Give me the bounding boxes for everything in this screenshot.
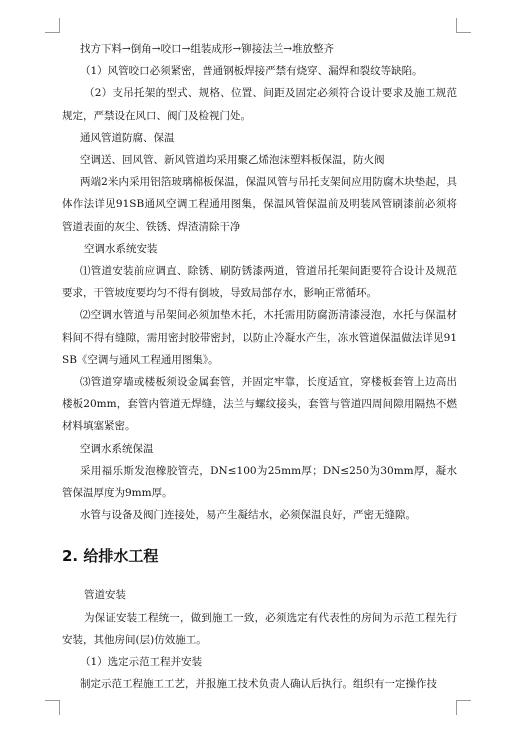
body-paragraph: 制定示范工程施工工艺，并报施工技术负责人确认后执行。组织有一定操作技 <box>80 678 437 691</box>
body-paragraph: （1）选定示范工程并安装 <box>80 656 203 669</box>
body-paragraph: ⑶管道穿墙或楼板须设金属套管，并固定牢靠，长度适宜，穿楼板套管上边高出楼板20mm，套管内管道无焊缝，法兰与螺纹接头，套管与管道四周间隙用隔热不燃材料填塞紧密。 <box>62 376 457 433</box>
body-paragraph: （1）风管咬口必须紧密，普通钢板焊接严禁有烧穿、漏焊和裂纹等缺陷。 <box>80 65 423 78</box>
section-subtitle: 通风管道防腐、保温 <box>80 131 175 144</box>
page-corner-mark-bottom-left <box>45 700 60 715</box>
body-paragraph: （2）支吊托架的型式、规格、位置、间距及固定必须符合设计要求及施工规范规定，严禁设在风口、阀门及检视门处。 <box>62 87 457 122</box>
section-heading: 2. 给排水工程 <box>62 547 159 566</box>
body-paragraph: 采用福乐斯发泡橡胶管壳，DN≤100为25mm厚；DN≤250为30mm厚，凝水管保温厚度为9mm厚。 <box>62 464 457 500</box>
section-subtitle: 空调水系统保温 <box>80 442 154 455</box>
body-paragraph: 为保证安装工程统一，做到施工一致，必须选定有代表性的房间为示范工程先行安装，其他房间(层)仿效施工。 <box>62 611 457 646</box>
body-paragraph: 两端2米内采用铝箔玻璃棉板保温，保温风管与吊托支架间应用防腐木块垫起，具体作法详见91SB通风空调工程通用图集，保温风管保温前及明装风管刷漆前必须将管道表面的灰尘、铁锈、焊渣清除干净 <box>62 176 457 233</box>
section-subtitle: 空调水系统安装 <box>84 242 158 255</box>
process-flow-line: 找方下料→倒角→咬口→组装成形→铆接法兰→堆放整齐 <box>80 43 334 55</box>
document-body <box>62 38 457 695</box>
page-corner-mark-top-left <box>45 18 60 33</box>
body-paragraph: ⑴管道安装前应调直、除锈、刷防锈漆两道，管道吊托架间距要符合设计及规范要求，干管坡度要均匀不得有倒坡，导致局部存水，影响正常循环。 <box>62 265 457 300</box>
page-corner-mark-bottom-right <box>456 700 471 715</box>
page-corner-mark-top-right <box>456 18 471 33</box>
body-paragraph: ⑵空调水管道与吊架间必须加垫木托，木托需用防腐沥清漆浸泡，水托与保温材料间不得有缝隙，需用密封胶带密封，以防止冷凝水产生，冻水管道保温做法详见91SB《空调与通风工程通用图集》。 <box>62 309 457 366</box>
body-paragraph: 空调送、回风管、新风管道均采用聚乙烯泡沫塑料板保温，防火阀 <box>80 154 385 167</box>
section-subtitle: 管道安装 <box>84 589 126 602</box>
body-paragraph: 水管与设备及阀门连接处，易产生凝结水，必须保温良好，严密无缝隙。 <box>80 509 416 522</box>
